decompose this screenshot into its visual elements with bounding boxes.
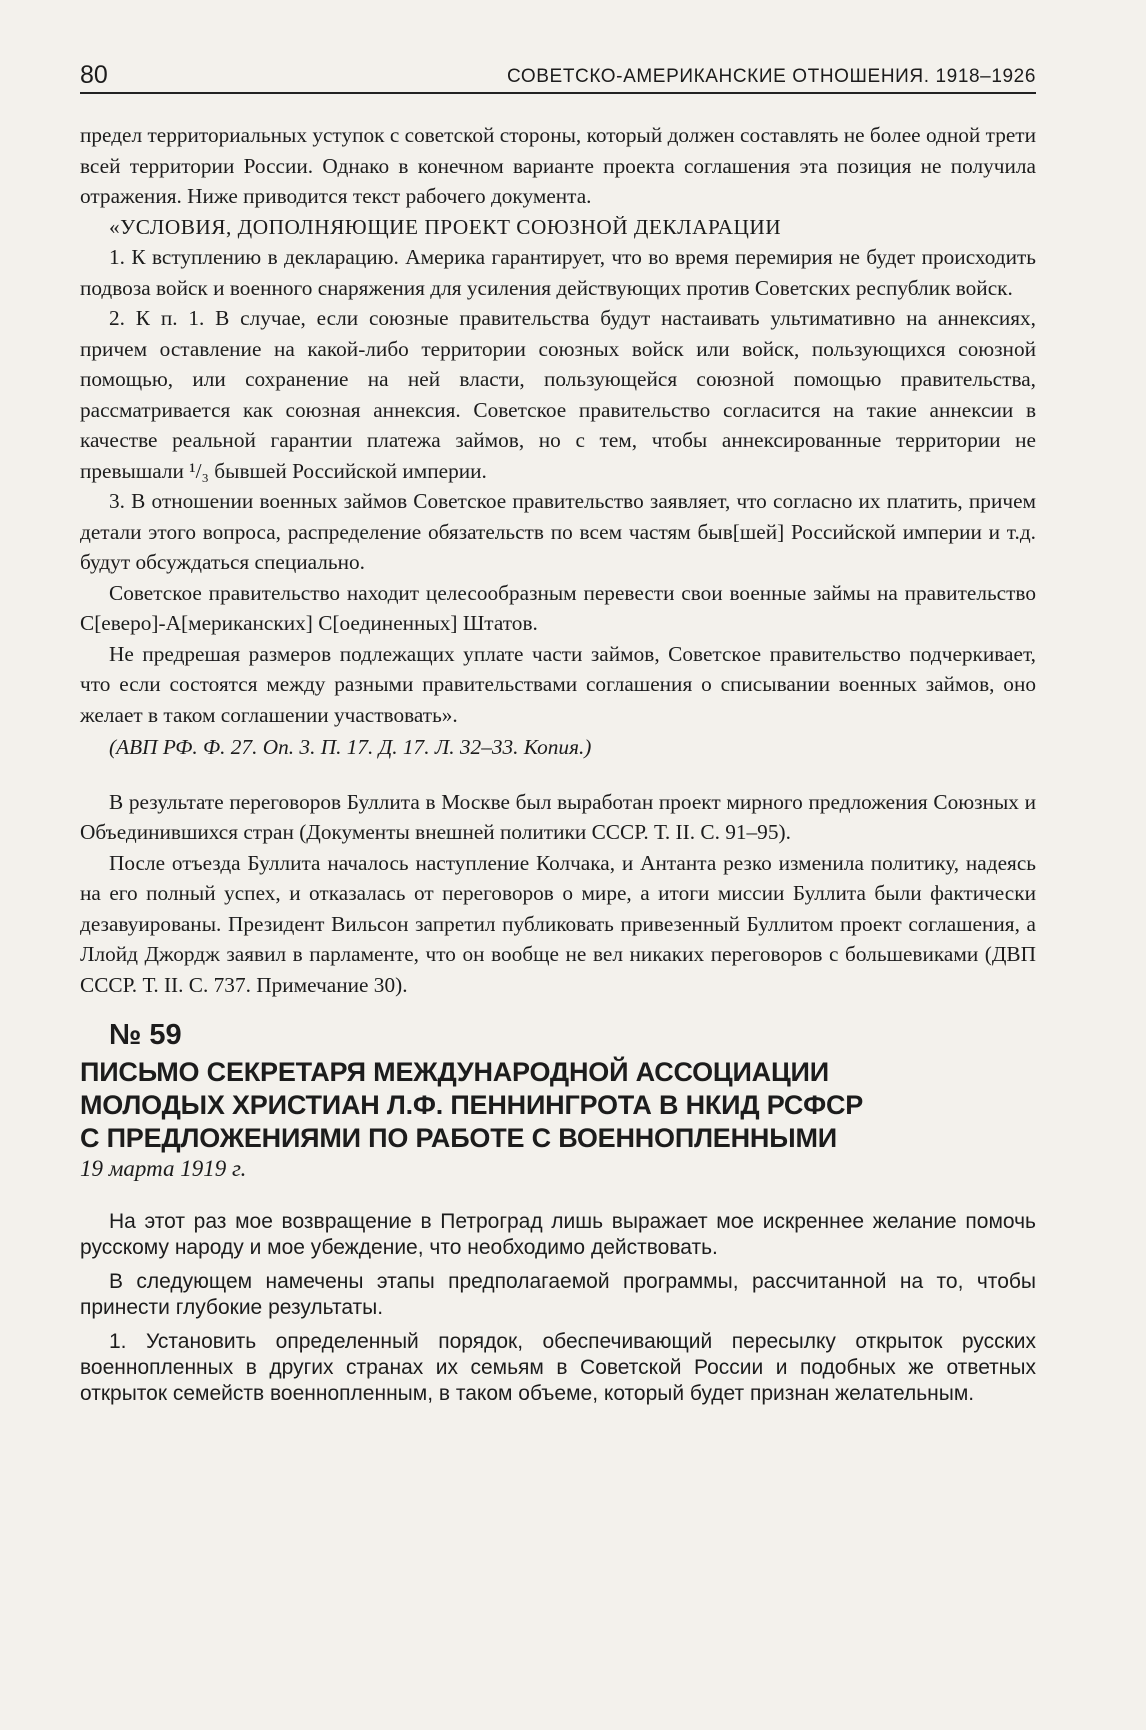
condition-paragraph: Не предрешая размеров подлежащих уплате части займов, Советское правительство подчеркивает, что если состоятся между разными правительствами соглашения о списывании военных займов, оно желает в таком соглашении участвовать». — [80, 641, 1036, 727]
document-date: 19 марта 1919 г. — [80, 1156, 247, 1181]
page-number: 80 — [80, 61, 108, 89]
page-header — [80, 62, 1036, 94]
letter-paragraph: На этот раз мое возвращение в Петроград лишь выражает мое искреннее желание помочь русскому народу и мое убеждение, что необходимо действовать. — [80, 1210, 1036, 1259]
document-heading-line: С ПРЕДЛОЖЕНИЯМИ ПО РАБОТЕ С ВОЕННОПЛЕННЫМИ — [80, 1123, 837, 1153]
letter-paragraph: 1. Установить определенный порядок, обеспечивающий пересылку открыток русских военнопленных в других странах их семьям в Советской России и подобных же ответных открыток семейств военнопленным, в таком объеме, который будет признан желательным. — [80, 1330, 1036, 1405]
document-heading — [80, 1056, 1036, 1155]
letter-paragraph: В следующем намечены этапы предполагаемой программы, рассчитанной на то, чтобы принести глубокие результаты. — [80, 1270, 1036, 1319]
section-title: «УСЛОВИЯ, ДОПОЛНЯЮЩИЕ ПРОЕКТ СОЮЗНОЙ ДЕКЛАРАЦИИ — [109, 214, 782, 239]
condition-paragraph: 2. К п. 1. В случае, если союзные правительства будут настаивать ультимативно на аннексиях, причем оставление на какой-либо территории союзных войск или войск, пользующихся союзной помощью, или сохранение на ней власти, пользующейся союзной помощью правительства, рассматривается как союзная аннексия. Советское правительство согласится на такие аннексии в качестве реальной гарантии платежа займов, но с тем, чтобы аннексированные территории не превышали ¹/₃ бывшей Российской империи. — [80, 306, 1036, 483]
result-paragraph: В результате переговоров Буллита в Москве был выработан проект мирного предложения Союзных и Объединившихся стран (Документы внешней политики СССР. Т. II. С. 91–95). — [80, 789, 1036, 844]
document-number: № 59 — [109, 1019, 182, 1051]
condition-paragraph: 1. К вступлению в декларацию. Америка гарантирует, что во время перемирия не будет происходить подвоза войск и военного снаряжения для усиления действующих против Советских республик войск. — [80, 245, 1036, 300]
condition-paragraph: Советское правительство находит целесообразным перевести свои военные займы на правительство С[еверо]-А[мериканских] С[оединенных] Штатов. — [80, 580, 1036, 635]
condition-paragraph: 3. В отношении военных займов Советское правительство заявляет, что согласно их платить, причем детали этого вопроса, распределение обязательств по всем частям быв[шей] Российской империи и т.д. будут обсуждаться специально. — [80, 489, 1036, 574]
document-page — [80, 62, 1036, 1415]
document-heading-line: МОЛОДЫХ ХРИСТИАН Л.Ф. ПЕННИНГРОТА В НКИД РСФСР — [80, 1090, 864, 1120]
letter-text — [80, 1209, 1036, 1407]
document-heading-line: ПИСЬМО СЕКРЕТАРЯ МЕЖДУНАРОДНОЙ АССОЦИАЦИИ — [80, 1057, 829, 1087]
main-text — [80, 120, 1036, 1000]
result-paragraph: После отъезда Буллита началось наступление Колчака, и Антанта резко изменила политику, надеясь на его полный успех, и отказалась от переговоров о мире, а итоги миссии Буллита были фактически дезавуированы. Президент Вильсон запретил публиковать привезенный Буллитом проект соглашения, а Ллойд Джордж заявил в парламенте, что он вообще не вел никаких переговоров с большевиками (ДВП СССР. Т. II. С. 737. Примечание 30). — [80, 850, 1036, 997]
archive-citation: (АВП РФ. Ф. 27. Оп. 3. П. 17. Д. 17. Л. 32–33. Копия.) — [109, 735, 592, 759]
running-title: СОВЕТСКО-АМЕРИКАНСКИЕ ОТНОШЕНИЯ. 1918–1926 — [506, 66, 1036, 87]
intro-paragraph: предел территориальных уступок с советской стороны, который должен составлять не более одной трети всей территории России. Однако в конечном варианте проекта соглашения эта позиция не получила отражения. Ниже приводится текст рабочего документа. — [80, 123, 1036, 208]
